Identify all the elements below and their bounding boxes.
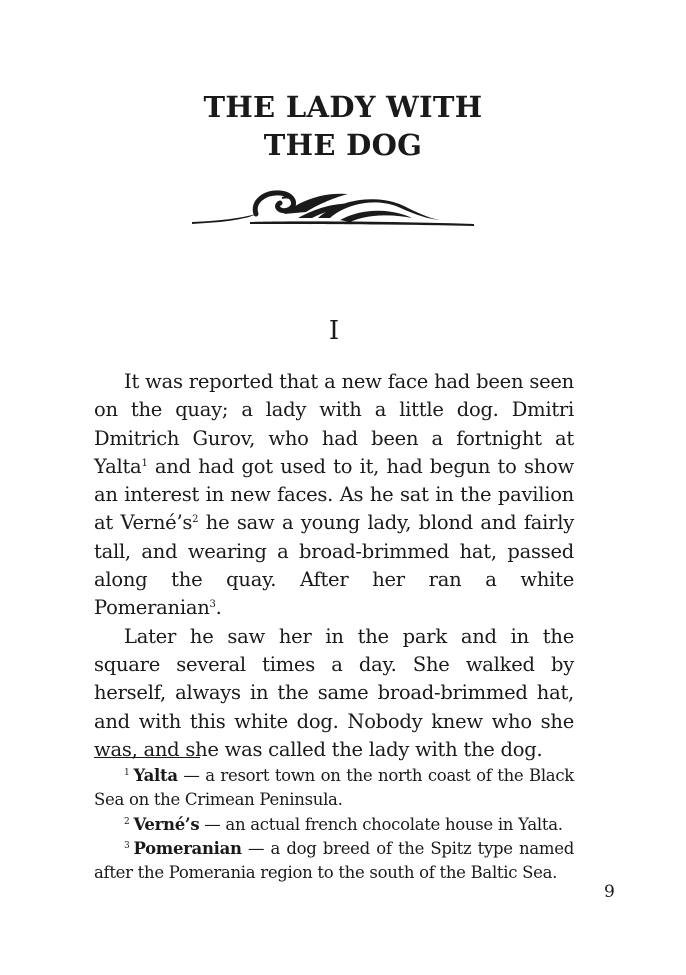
text-run: he saw a young lady, blond and fairly tall, and wearing a broad-brimmed hat, passed along the quay. After her ran a white Pomeranian bbox=[94, 511, 574, 620]
text-run: and had got used to it, had begun to show an interest in new faces. As he sat in the pavilion at Verné’s bbox=[94, 454, 574, 535]
footnote-term: Pomeranian bbox=[133, 838, 242, 858]
paragraph: Later he saw her in the park and in the square several times a day. She walked by herself, always in the same broad-brimmed hat, and with this white dog. Nobody knew who she was, and she was called the lady with the dog. bbox=[94, 624, 574, 761]
footnote bbox=[94, 764, 574, 813]
text-run: . bbox=[215, 596, 222, 620]
text-run: It was reported that a new face had been seen on the quay; a lady with a little dog. Dmitri Dmitrich Gurov, who had been a fortnight at Yalta bbox=[94, 370, 574, 478]
footnote-text: — an actual french chocolate house in Yalta. bbox=[199, 814, 563, 834]
footnotes bbox=[94, 764, 574, 885]
footnote-text: — a dog breed of the Spitz type named after the Pomerania region to the south of the Baltic Sea. bbox=[94, 838, 574, 883]
footnote-term: Yalta bbox=[133, 766, 178, 785]
paragraph bbox=[94, 368, 574, 623]
footnote-ref: 3 bbox=[209, 599, 216, 611]
flourish-ornament-icon bbox=[190, 184, 476, 230]
footnote-ref: 2 bbox=[192, 514, 199, 526]
footnote bbox=[94, 813, 574, 837]
footnote bbox=[94, 837, 574, 886]
title-line-2: THE DOG bbox=[263, 128, 423, 162]
footnote-number: 3 bbox=[124, 840, 130, 851]
footnote-text: — a resort town on the north coast of the Black Sea on the Crimean Peninsula. bbox=[94, 766, 574, 810]
footnote-divider bbox=[94, 757, 200, 758]
title-line-1: THE LADY WITH bbox=[203, 90, 483, 124]
footnote-term: Verné’s bbox=[133, 814, 200, 834]
chapter-numeral: I bbox=[328, 316, 340, 346]
page-title bbox=[0, 88, 686, 164]
footnote-number: 1 bbox=[124, 768, 130, 778]
page-number: 9 bbox=[604, 882, 615, 902]
footnote-ref: 1 bbox=[141, 457, 148, 469]
body-text bbox=[94, 368, 574, 764]
footnote-number: 2 bbox=[124, 816, 130, 827]
